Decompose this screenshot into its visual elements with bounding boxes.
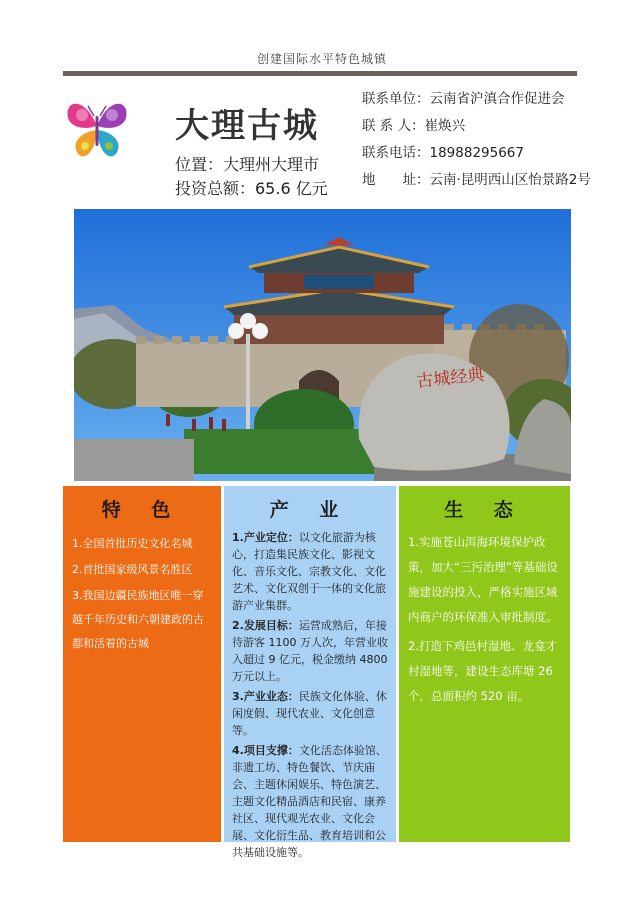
industry-item-text: 以文化旅游为核心，打造集民族文化、影视文化、音乐文化、宗教文化、文化艺术、文化双创于一体的文化旅游产业集群。 (232, 531, 386, 612)
ecology-panel (399, 486, 570, 842)
location-text: 位置：大理州大理市 (175, 155, 320, 174)
header-rule (63, 71, 577, 76)
contact-address-label: 地 址： (362, 172, 430, 188)
industry-item-label: 4.项目支撑： (232, 744, 299, 757)
industry-title: 产 业 (269, 499, 351, 521)
industry-item (232, 617, 388, 685)
contact-address-value: 云南·昆明西山区怡景路2号 (429, 172, 591, 188)
butterfly-logo (62, 94, 132, 164)
contact-unit (362, 87, 565, 107)
industry-item-label: 3.产业业态： (232, 690, 299, 703)
features-panel (63, 486, 221, 842)
ecology-title: 生 态 (444, 499, 525, 521)
industry-item-text: 民族文化体验、休闲度假、现代农业、文化创意等。 (232, 690, 387, 737)
features-item: 2.首批国家级风景名胜区 (72, 563, 193, 576)
contact-person-value: 崔焕兴 (424, 118, 466, 134)
contact-phone (362, 141, 524, 161)
header-title: 创建国际水平特色城镇 (256, 52, 387, 66)
ecology-item: 1.实施苍山洱海环境保护政策，加大“三污治理”等基础设施建设的投入，严格实施区域内商户的环保准入审批制度。 (408, 535, 558, 624)
industry-item-text: 文化活态体验馆、非遗工坊、特色餐饮、节庆庙会、主题休闲娱乐、特色演艺、主题文化精品酒店和民宿、康养社区、现代观光农业、文化会展、文化衍生品、教育培训和公共基础设施等。 (232, 744, 387, 859)
features-title: 特 色 (101, 499, 183, 521)
contact-phone-value: 18988295667 (429, 145, 524, 161)
city-name: 大理古城 (175, 106, 319, 146)
contact-address (362, 168, 591, 188)
ecology-item: 2.打造下鸡邑村湿地、龙龛才村湿地等，建设生态库塘 26 个，总面积约 520 亩。 (408, 639, 557, 703)
contact-unit-label: 联系单位： (362, 91, 430, 107)
industry-item-label: 2.发展目标： (232, 619, 299, 632)
contact-phone-label: 联系电话： (362, 145, 430, 161)
investment-text: 投资总额：65.6 亿元 (175, 179, 328, 198)
contact-person (362, 114, 465, 134)
industry-item-text: 运营成熟后，年接待游客 1100 万人次，年营业收入超过 9 亿元，税金缴纳 4800 万元以上。 (232, 619, 388, 683)
industry-item (232, 688, 388, 739)
industry-item (232, 529, 388, 614)
industry-item (232, 742, 388, 861)
rock-inscription: 古城经典 (415, 364, 486, 392)
contact-unit-value: 云南省沪滇合作促进会 (429, 91, 565, 107)
features-item: 3.我国边疆民族地区唯一穿越千年历史和六朝建政的古都和活着的古城 (72, 589, 204, 650)
features-item: 1.全国首批历史文化名城 (72, 537, 193, 550)
industry-panel (224, 486, 396, 859)
industry-item-label: 1.产业定位： (232, 531, 299, 544)
contact-person-label: 联 系 人： (362, 118, 425, 134)
city-gate-photo (74, 209, 571, 481)
